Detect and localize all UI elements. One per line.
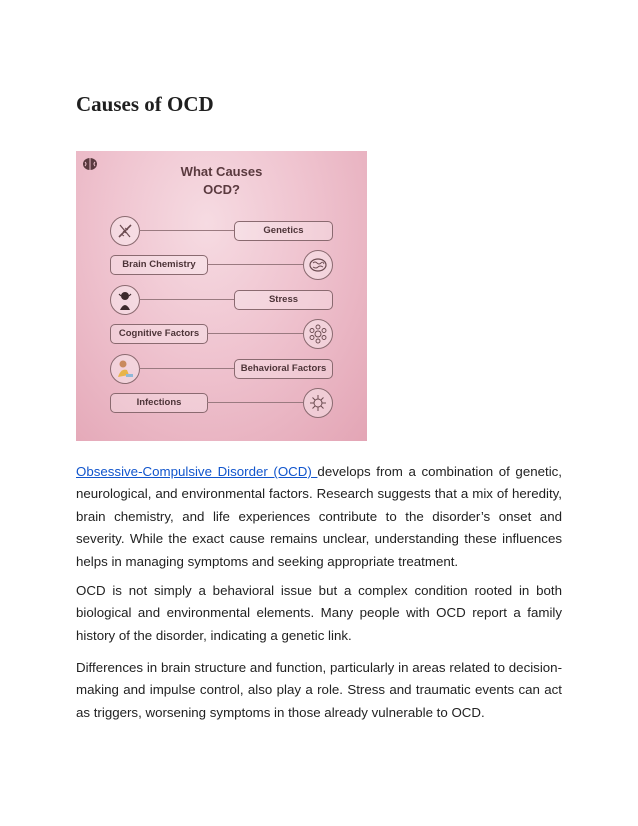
cause-row-stress bbox=[76, 285, 367, 315]
cause-label-brain-chemistry: Brain Chemistry bbox=[110, 255, 208, 275]
paragraph-intro-text: develops from a combination of genetic, neurological, and environmental factors. Research suggests that a mix of heredity, brain chemistry, and life experiences contribute to the disorder’s onset and severity. While the exact cause remains unclear, understanding these influences helps in managing symptoms and seeking appropriate treatment. bbox=[76, 464, 562, 569]
cause-row-cognitive-factors bbox=[76, 319, 367, 349]
connector-line bbox=[207, 333, 303, 334]
ocd-causes-infographic bbox=[76, 151, 367, 441]
virus-icon bbox=[303, 388, 333, 418]
connector-line bbox=[139, 299, 234, 300]
cause-label-infections: Infections bbox=[110, 393, 208, 413]
infographic-title-line-2: OCD? bbox=[203, 182, 240, 197]
brain-icon bbox=[303, 250, 333, 280]
connector-line bbox=[139, 230, 234, 231]
cause-row-behavioral-factors bbox=[76, 354, 367, 384]
cause-label-behavioral-factors: Behavioral Factors bbox=[234, 359, 333, 379]
cause-label-cognitive-factors: Cognitive Factors bbox=[110, 324, 208, 344]
paragraph-intro bbox=[76, 461, 562, 573]
cause-row-brain-chemistry bbox=[76, 250, 367, 280]
stressed-person-icon bbox=[110, 285, 140, 315]
neural-network-icon bbox=[303, 319, 333, 349]
paragraph-biological: OCD is not simply a behavioral issue but a complex condition rooted in both biological and environmental elements. Many people with OCD report a family history of the disorder, indicating a genetic link. bbox=[76, 583, 562, 643]
cause-label-genetics: Genetics bbox=[234, 221, 333, 241]
infographic-title-line-1: What Causes bbox=[180, 164, 263, 179]
paragraph-brain-structure: Differences in brain structure and function, particularly in areas related to decision-making and impulse control, also play a role. Stress and traumatic events can act as triggers, worsening symptoms in those already vulnerable to OCD. bbox=[76, 660, 562, 720]
dna-icon bbox=[110, 216, 140, 246]
cause-row-genetics bbox=[76, 216, 367, 246]
page-title: Causes of OCD bbox=[76, 92, 214, 116]
infographic-title bbox=[76, 163, 367, 199]
connector-line bbox=[207, 402, 303, 403]
person-washing-icon bbox=[110, 354, 140, 384]
cause-label-stress: Stress bbox=[234, 290, 333, 310]
cause-row-infections bbox=[76, 388, 367, 418]
connector-line bbox=[207, 264, 303, 265]
connector-line bbox=[139, 368, 234, 369]
ocd-link[interactable]: Obsessive-Compulsive Disorder (OCD) bbox=[76, 464, 318, 479]
